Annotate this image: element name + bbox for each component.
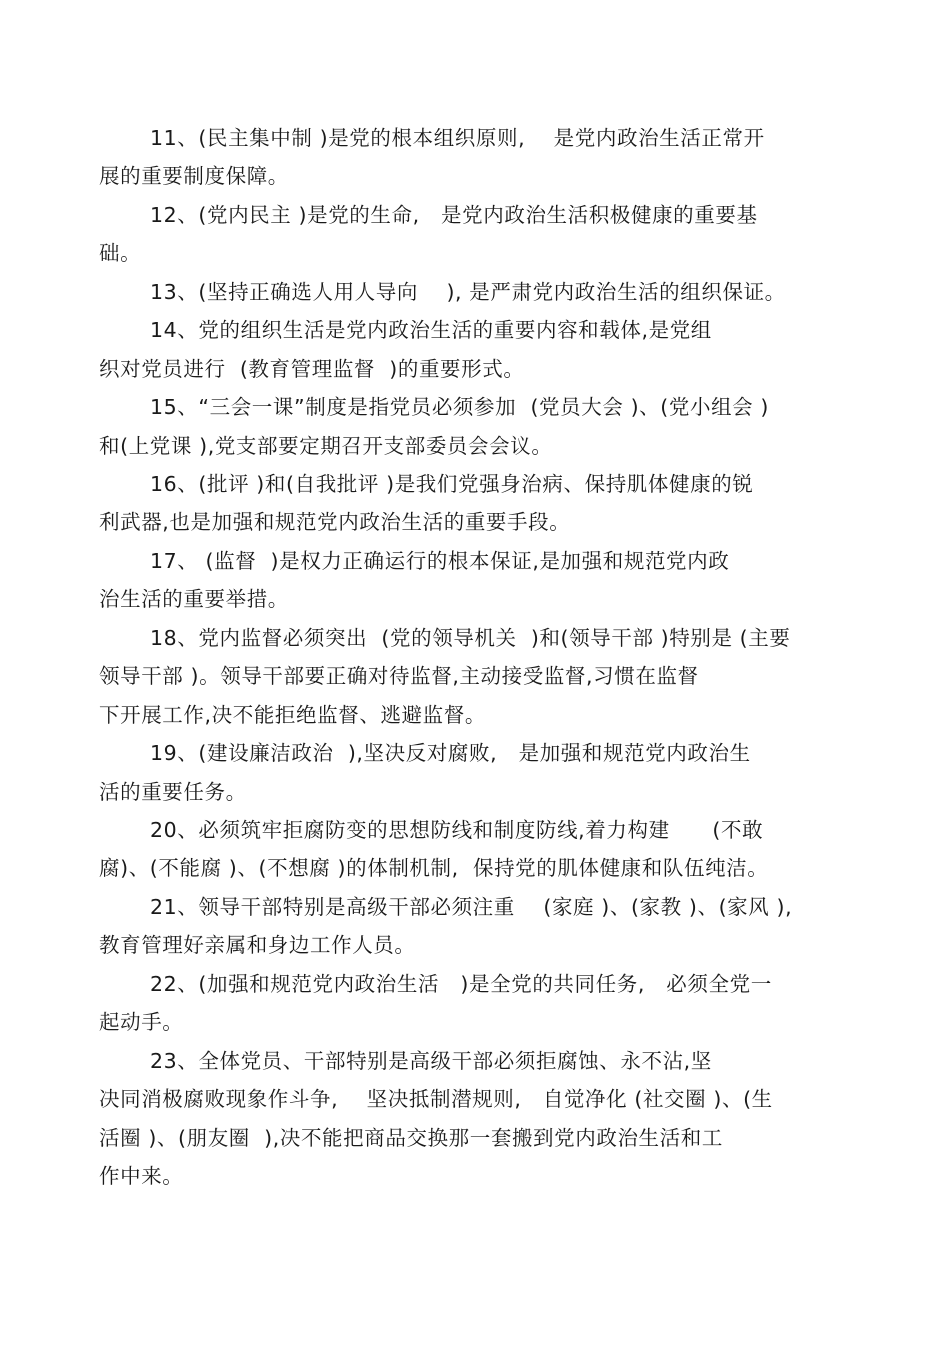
text-line: 起动手。 (99, 1010, 184, 1034)
text-line: 19、(建设廉洁政治 ),坚决反对腐败, 是加强和规范党内政治生 (150, 741, 751, 765)
text-line: 活圈 )、(朋友圈 ),决不能把商品交换那一套搬到党内政治生活和工 (99, 1126, 723, 1150)
text-line: 和(上党课 ),党支部要定期召开支部委员会会议。 (99, 434, 553, 458)
text-line: 17、 (监督 )是权力正确运行的根本保证,是加强和规范党内政 (150, 549, 730, 573)
text-line: 18、党内监督必须突出 (党的领导机关 )和(领导干部 )特别是 (主要 (150, 626, 791, 650)
text-line: 15、“三会一课”制度是指党员必须参加 (党员大会 )、(党小组会 ) (150, 395, 769, 419)
text-line: 利武器,也是加强和规范党内政治生活的重要手段。 (99, 510, 571, 534)
text-line: 础。 (99, 241, 142, 265)
text-line: 14、党的组织生活是党内政治生活的重要内容和载体,是党组 (150, 318, 712, 342)
text-line: 腐)、(不能腐 )、(不想腐 )的体制机制, 保持党的肌体健康和队伍纯洁。 (99, 856, 769, 880)
text-line: 11、(民主集中制 )是党的根本组织原则, 是党内政治生活正常开 (150, 126, 765, 150)
text-line: 教育管理好亲属和身边工作人员。 (99, 933, 416, 957)
text-line: 22、(加强和规范党内政治生活 )是全党的共同任务, 必须全党一 (150, 972, 772, 996)
text-line: 16、(批评 )和(自我批评 )是我们党强身治病、保持肌体健康的锐 (150, 472, 754, 496)
text-line: 12、(党内民主 )是党的生命, 是党内政治生活积极健康的重要基 (150, 203, 758, 227)
text-line: 23、全体党员、干部特别是高级干部必须拒腐蚀、永不沾,坚 (150, 1049, 712, 1073)
text-line: 21、领导干部特别是高级干部必须注重 (家庭 )、(家教 )、(家风 ), (150, 895, 793, 919)
text-line: 作中来。 (99, 1164, 184, 1188)
text-line: 13、(坚持正确选人用人导向 ), 是严肃党内政治生活的组织保证。 (150, 280, 786, 304)
text-line: 决同消极腐败现象作斗争, 坚决抵制潜规则, 自觉净化 (社交圈 )、(生 (99, 1087, 773, 1111)
text-line: 领导干部 )。领导干部要正确对待监督,主动接受监督,习惯在监督 (99, 664, 699, 688)
text-line: 活的重要任务。 (99, 780, 247, 804)
text-line: 下开展工作,决不能拒绝监督、逃避监督。 (99, 703, 486, 727)
text-line: 展的重要制度保障。 (99, 164, 289, 188)
text-line: 治生活的重要举措。 (99, 587, 289, 611)
text-line: 织对党员进行 (教育管理监督 )的重要形式。 (99, 357, 525, 381)
text-line: 20、必须筑牢拒腐防变的思想防线和制度防线,着力构建 (不敢 (150, 818, 764, 842)
